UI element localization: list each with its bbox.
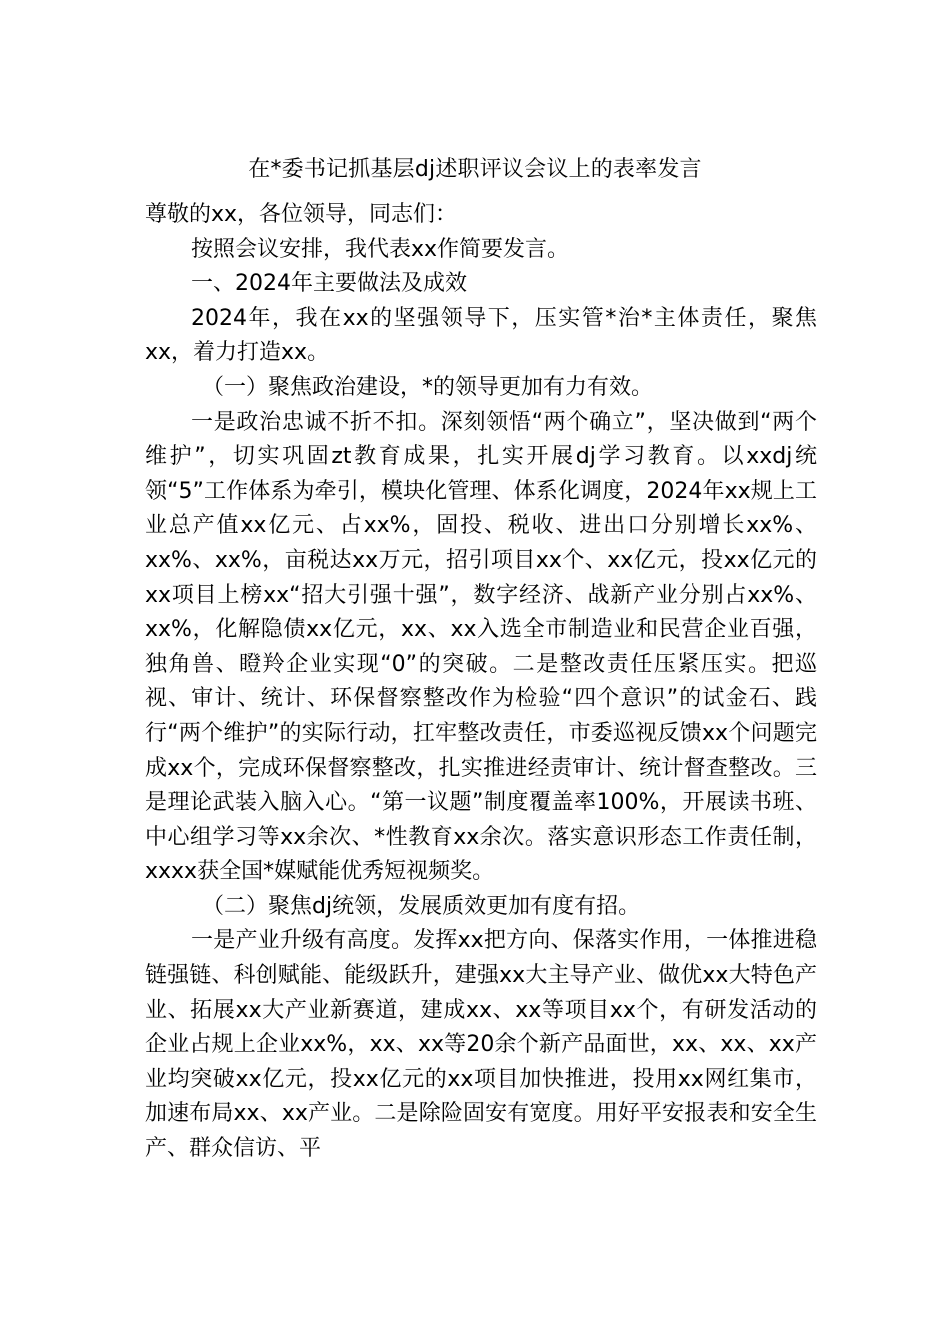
section-heading-1: 一、2024年主要做法及成效 (191, 271, 467, 297)
document-body (145, 198, 817, 1167)
subsection-heading-2: （二）聚焦dj统领，发展质效更加有度有招。 (202, 893, 641, 919)
paragraph-summary: 2024年，我在xx的坚强领导下，压实管*治*主体责任，聚焦xx，着力打造xx。 (145, 305, 817, 366)
salutation: 尊敬的xx，各位领导，同志们： (145, 202, 458, 227)
paragraph-development: 一是产业升级有高度。发挥xx把方向、保落实作用，一体推进稳链强链、科创赋能、能级跃升，建强xx大主导产业、做优xx大特色产业、拓展xx大产业新赛道，建成xx、xx等项目xx个，有研发活动的企业占规上企业xx%，xx、xx等20余个新产品面世，xx、xx、xx产业均突破xx亿元，投xx亿元的xx项目加快推进，投用xx网红集市，加速布局xx、xx产业。二是除险固安有宽度。用好平安报表和安全生产、群众信访、平 (145, 928, 817, 1162)
paragraph-intro: 按照会议安排，我代表xx作简要发言。 (191, 236, 570, 262)
subsection-heading-1: （一）聚焦政治建设，*的领导更加有力有效。 (202, 374, 654, 400)
paragraph-political-building: 一是政治忠诚不折不扣。深刻领悟“两个确立”，坚决做到“两个维护”，切实巩固zt教育成果，扎实开展dj学习教育。以xxdj统领“5”工作体系为牵引，模块化管理、体系化调度，2024年xx规上工业总产值xx亿元、占xx%，固投、税收、进出口分别增长xx%、xx%、xx%，亩税达xx万元，招引项目xx个、xx亿元，投xx亿元的xx项目上榜xx“招大引强十强”，数字经济、战新产业分别占xx%、xx%，化解隐债xx亿元，xx、xx入选全市制造业和民营企业百强，独角兽、瞪羚企业实现“0”的突破。二是整改责任压紧压实。把巡视、审计、统计、环保督察整改作为检验“四个意识”的试金石、践行“两个维护”的实际行动，扛牢整改责任，市委巡视反馈xx个问题完成xx个，完成环保督察整改，扎实推进经责审计、统计督查整改。三是理论武装入脑入心。“第一议题”制度覆盖率100%，开展读书班、中心组学习等xx余次、*性教育xx余次。落实意识形态工作责任制，xxxx获全国*媒赋能优秀短视频奖。 (145, 409, 817, 885)
document-title: 在*委书记抓基层dj述职评议会议上的表率发言 (248, 157, 702, 182)
